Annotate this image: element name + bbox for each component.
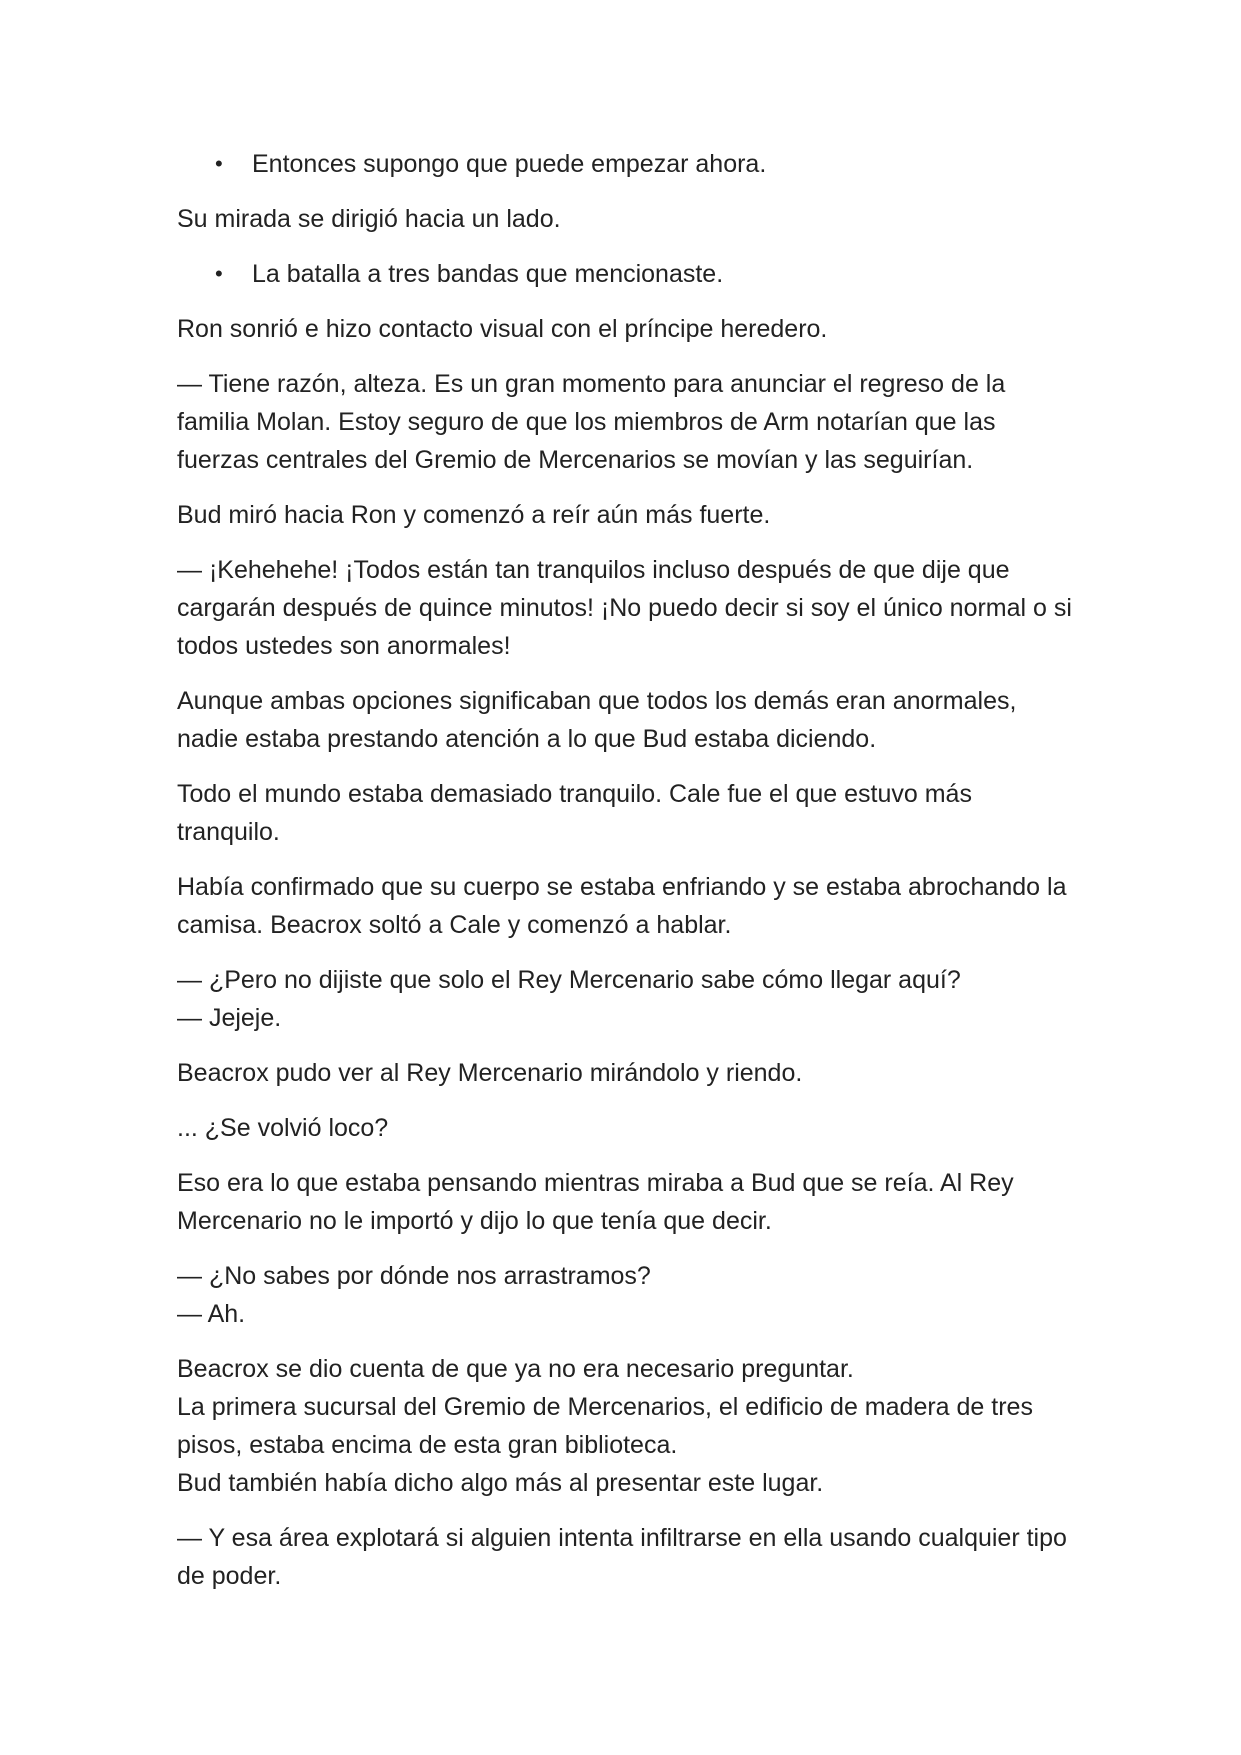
paragraph-line: — ¿No sabes por dónde nos arrastramos? [177,1262,651,1290]
paragraph-line: — ¿Pero no dijiste que solo el Rey Mercenario sabe cómo llegar aquí? [177,966,961,994]
paragraph-line: Bud miró hacia Ron y comenzó a reír aún más fuerte. [177,501,771,529]
paragraph-line: Beacrox pudo ver al Rey Mercenario mirándolo y riendo. [177,1059,803,1087]
paragraph-line: Beacrox se dio cuenta de que ya no era necesario preguntar. [177,1355,854,1383]
document-body [177,145,1077,1612]
paragraph-line: ... ¿Se volvió loco? [177,1114,389,1142]
bullet-text: Entonces supongo que puede empezar ahora. [252,150,767,178]
paragraph [177,1519,1077,1595]
paragraph-line: Había confirmado que su cuerpo se estaba enfriando y se estaba abrochando la camisa. Beacrox soltó a Cale y comenzó a hablar. [177,873,1067,939]
paragraph-line: — Y esa área explotará si alguien intenta infiltrarse en ella usando cualquier tipo de poder. [177,1524,1067,1590]
paragraph [177,1164,1077,1240]
paragraph [177,1257,1077,1333]
paragraph-line: Aunque ambas opciones significaban que todos los demás eran anormales, nadie estaba prestando atención a lo que Bud estaba diciendo. [177,687,1017,753]
bullet-item [177,145,1077,183]
paragraph [177,775,1077,851]
paragraph [177,551,1077,665]
paragraph-line: Todo el mundo estaba demasiado tranquilo. Cale fue el que estuvo más tranquilo. [177,780,972,846]
paragraph-line: — Ah. [177,1300,246,1328]
paragraph [177,1350,1077,1502]
paragraph [177,868,1077,944]
paragraph [177,310,1077,348]
bullet-item [177,255,1077,293]
bullet-icon: • [215,261,223,286]
bullet-text: La batalla a tres bandas que mencionaste. [252,260,724,288]
paragraph-line: Ron sonrió e hizo contacto visual con el príncipe heredero. [177,315,828,343]
paragraph-line: — Jejeje. [177,1004,282,1032]
paragraph-line: Bud también había dicho algo más al presentar este lugar. [177,1469,824,1497]
paragraph [177,1109,1077,1147]
paragraph-line: — ¡Kehehehe! ¡Todos están tan tranquilos incluso después de que dije que cargarán después de quince minutos! ¡No puedo decir si soy el único normal o si todos ustedes son anormales! [177,556,1072,660]
paragraph-line: — Tiene razón, alteza. Es un gran momento para anunciar el regreso de la familia Molan. Estoy seguro de que los miembros de Arm notarían que las fuerzas centrales del Gremio de Mercenarios se movían y las seguirían. [177,370,1006,474]
paragraph-line: Su mirada se dirigió hacia un lado. [177,205,561,233]
paragraph [177,1054,1077,1092]
paragraph [177,682,1077,758]
paragraph [177,496,1077,534]
paragraph [177,365,1077,479]
bullet-icon: • [215,151,223,176]
paragraph-line: La primera sucursal del Gremio de Mercenarios, el edificio de madera de tres pisos, estaba encima de esta gran biblioteca. [177,1393,1033,1459]
paragraph [177,961,1077,1037]
paragraph-line: Eso era lo que estaba pensando mientras miraba a Bud que se reía. Al Rey Mercenario no le importó y dijo lo que tenía que decir. [177,1169,1014,1235]
paragraph [177,200,1077,238]
